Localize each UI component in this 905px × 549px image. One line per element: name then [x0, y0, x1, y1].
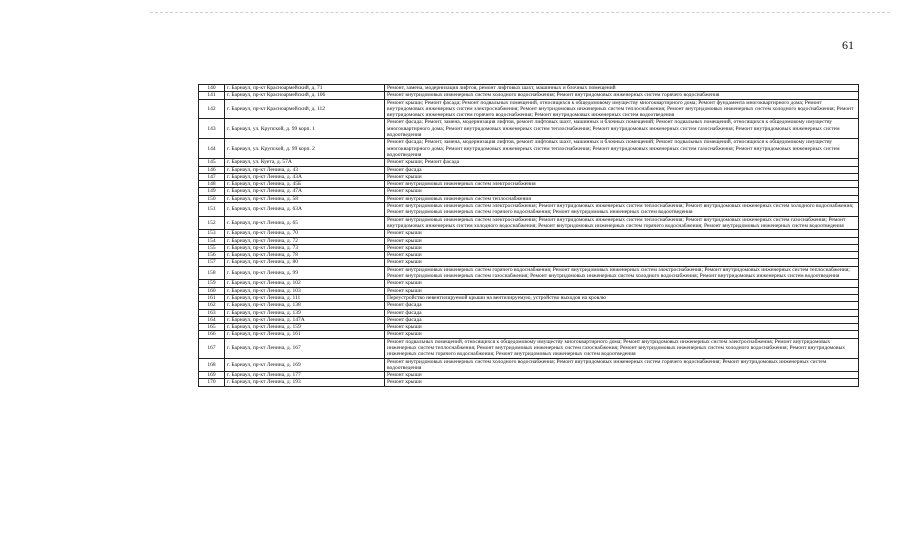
table-row [199, 159, 859, 166]
row-number: 149 [199, 188, 225, 195]
row-address: г. Барнаул, пр-кт Ленина, д. 45Б [225, 181, 385, 188]
row-number: 154 [199, 237, 225, 244]
row-address: г. Барнаул, пр-кт Ленина, д. 161 [225, 331, 385, 338]
row-number: 163 [199, 309, 225, 316]
row-works: Ремонт фасада [385, 309, 859, 316]
row-number: 152 [199, 216, 225, 230]
row-address: г. Барнаул, пр-кт Красноармейский, д. 112 [225, 99, 385, 119]
row-address: г. Барнаул, пр-кт Ленина, д. 65 [225, 216, 385, 230]
row-address: г. Барнаул, пр-кт Красноармейский, д. 106 [225, 92, 385, 99]
row-works: Ремонт фасада [385, 302, 859, 309]
row-works: Ремонт крыши; Ремонт фасада [385, 159, 859, 166]
row-address: г. Барнаул, пр-кт Ленина, д. 78 [225, 252, 385, 259]
row-address: г. Барнаул, ул. Крупской, д. 99 корп. 1 [225, 119, 385, 139]
table-row [199, 309, 859, 316]
row-address: г. Барнаул, пр-кт Ленина, д. 139 [225, 309, 385, 316]
table-row [199, 181, 859, 188]
row-number: 153 [199, 230, 225, 237]
scan-edge-line [150, 12, 890, 13]
row-number: 150 [199, 195, 225, 202]
row-works: Ремонт крыши [385, 331, 859, 338]
row-number: 158 [199, 266, 225, 280]
table-row [199, 294, 859, 301]
row-works: Ремонт внутридомовых инженерных систем электроснабжения; Ремонт внутридомовых инженерных систем теплоснабжения; Ремонт внутридомовых инженерных систем холодного водоснабжения; Ремонт внутридомовых инженерных систем горячего водоснабжения; Ремонт внутридомовых инженерных систем водоотведения [385, 203, 859, 217]
row-number: 167 [199, 338, 225, 358]
row-works: Ремонт крыши [385, 324, 859, 331]
row-address: г. Барнаул, пр-кт Ленина, д. 167 [225, 338, 385, 358]
row-address: г. Барнаул, пр-кт Ленина, д. 63А [225, 203, 385, 217]
row-number: 159 [199, 280, 225, 287]
row-number: 140 [199, 85, 225, 92]
row-works: Переустройство невентилируемой крыши на вентилируемую, устройство выходов на кровлю [385, 294, 859, 301]
row-works: Ремонт фасада [385, 316, 859, 323]
row-works: Ремонт крыши [385, 280, 859, 287]
table-row [199, 259, 859, 266]
row-address: г. Барнаул, пр-кт Ленина, д. 159 [225, 324, 385, 331]
row-number: 160 [199, 287, 225, 294]
row-number: 166 [199, 331, 225, 338]
row-number: 151 [199, 203, 225, 217]
row-works: Ремонт крыши [385, 244, 859, 251]
table-row [199, 195, 859, 202]
table-row [199, 92, 859, 99]
row-works: Ремонт крыши [385, 379, 859, 386]
row-number: 145 [199, 159, 225, 166]
table-row [199, 99, 859, 119]
row-works: Ремонт крыши [385, 287, 859, 294]
row-number: 168 [199, 358, 225, 372]
row-address: г. Барнаул, пр-кт Ленина, д. 177 [225, 372, 385, 379]
row-address: г. Барнаул, ул. Куета, д. 57А [225, 159, 385, 166]
table-body [199, 85, 859, 387]
row-works: Ремонт фасада; Ремонт, замена, модернизация лифтов, ремонт лифтовых шахт, машинных и блочных помещений; Ремонт подвальных помещений, относящихся к общедомовому имуществу многоквартирного дома; Ремонт внутридомовых инженерных систем теплоснабжения; Ремонт внутридомовых инженерных систем газоснабжения; Ремонт внутридомовых инженерных систем водоотведения [385, 139, 859, 159]
row-works: Ремонт внутридомовых инженерных систем холодного водоснабжения; Ремонт внутридомовых инженерных систем горячего водоснабжения; Ремонт внутридомовых инженерных систем водоотведения [385, 358, 859, 372]
row-works: Ремонт крыши [385, 173, 859, 180]
row-number: 170 [199, 379, 225, 386]
table-row [199, 372, 859, 379]
row-address: г. Барнаул, пр-кт Ленина, д. 43 [225, 166, 385, 173]
row-works: Ремонт крыши; Ремонт фасада; Ремонт подвальных помещений, относящихся к общедомовому имуществу многоквартирного дома; Ремонт фундамента многоквартирного дома; Ремонт внутридомовых инженерных систем электроснабжения; Ремонт внутридомовых инженерных систем теплоснабжения; Ремонт внутридомовых инженерных систем холодного водоснабжения; Ремонт внутридомовых инженерных систем горячего водоснабжения; Ремонт внутридомовых инженерных систем водоотведения [385, 99, 859, 119]
row-address: г. Барнаул, пр-кт Ленина, д. 47А [225, 188, 385, 195]
row-number: 147 [199, 173, 225, 180]
repair-works-table [198, 84, 859, 387]
row-address: г. Барнаул, пр-кт Ленина, д. 99 [225, 266, 385, 280]
row-address: г. Барнаул, пр-кт Ленина, д. 43А [225, 173, 385, 180]
table-row [199, 287, 859, 294]
row-works: Ремонт крыши [385, 252, 859, 259]
row-number: 162 [199, 302, 225, 309]
row-works: Ремонт крыши [385, 237, 859, 244]
row-address: г. Барнаул, пр-кт Ленина, д. 70 [225, 230, 385, 237]
table-row [199, 244, 859, 251]
row-address: г. Барнаул, пр-кт Ленина, д. 58 [225, 195, 385, 202]
table-row [199, 280, 859, 287]
table-row [199, 324, 859, 331]
table-row [199, 85, 859, 92]
row-number: 143 [199, 119, 225, 139]
table-row [199, 216, 859, 230]
row-address: г. Барнаул, пр-кт Ленина, д. 147А [225, 316, 385, 323]
table-row [199, 166, 859, 173]
row-address: г. Барнаул, пр-кт Ленина, д. 169 [225, 358, 385, 372]
row-address: г. Барнаул, пр-кт Ленина, д. 193 [225, 379, 385, 386]
row-works: Ремонт крыши [385, 372, 859, 379]
table-row [199, 237, 859, 244]
table-row [199, 252, 859, 259]
row-number: 156 [199, 252, 225, 259]
row-address: г. Барнаул, пр-кт Ленина, д. 73 [225, 244, 385, 251]
row-works: Ремонт внутридомовых инженерных систем электроснабжения; Ремонт внутридомовых инженерных систем теплоснабжения; Ремонт внутридомовых инженерных систем газоснабжения; Ремонт внутридомовых инженерных систем холодного водоснабжения; Ремонт внутридомовых инженерных систем горячего водоснабжения; Ремонт внутридомовых инженерных систем водоотведения [385, 216, 859, 230]
row-address: г. Барнаул, пр-кт Ленина, д. 80 [225, 259, 385, 266]
page-number: 61 [842, 38, 854, 52]
row-works: Ремонт крыши [385, 230, 859, 237]
row-works: Ремонт внутридомовых инженерных систем горячего водоснабжения; Ремонт внутридомовых инженерных систем электроснабжения; Ремонт внутридомовых инженерных систем теплоснабжения; Ремонт внутридомовых инженерных систем газоснабжения; Ремонт внутридомовых инженерных систем холодного водоснабжения; Ремонт внутридомовых инженерных систем водоотведения [385, 266, 859, 280]
row-address: г. Барнаул, пр-кт Ленина, д. 103 [225, 287, 385, 294]
row-works: Ремонт крыши [385, 188, 859, 195]
row-number: 155 [199, 244, 225, 251]
table-row [199, 316, 859, 323]
row-number: 169 [199, 372, 225, 379]
row-number: 146 [199, 166, 225, 173]
table-row [199, 379, 859, 386]
table-row [199, 302, 859, 309]
row-works: Ремонт фасада [385, 166, 859, 173]
table-row [199, 331, 859, 338]
row-number: 164 [199, 316, 225, 323]
row-address: г. Барнаул, пр-кт Ленина, д. 138 [225, 302, 385, 309]
row-address: г. Барнаул, пр-кт Красноармейский, д. 71 [225, 85, 385, 92]
row-works: Ремонт фасада; Ремонт, замена, модернизация лифтов, ремонт лифтовых шахт, машинных и блочных помещений; Ремонт подвальных помещений, относящихся к общедомовому имуществу многоквартирного дома; Ремонт внутридомовых инженерных систем теплоснабжения; Ремонт внутридомовых инженерных систем газоснабжения; Ремонт внутридомовых инженерных систем водоотведения [385, 119, 859, 139]
table-row [199, 119, 859, 139]
table-row [199, 203, 859, 217]
row-works: Ремонт подвальных помещений, относящихся к общедомовому имуществу многоквартирного дома; Ремонт внутридомовых инженерных систем электроснабжения; Ремонт внутридомовых инженерных систем теплоснабжения; Ремонт внутридомовых инженерных систем газоснабжения; Ремонт внутридомовых инженерных систем холодного водоснабжения; Ремонт внутридомовых инженерных систем горячего водоснабжения; Ремонт внутридомовых инженерных систем водоотведения [385, 338, 859, 358]
table-row [199, 338, 859, 358]
table-row [199, 139, 859, 159]
row-address: г. Барнаул, ул. Крупской, д. 99 корп. 2 [225, 139, 385, 159]
table-row [199, 188, 859, 195]
table-row [199, 266, 859, 280]
row-number: 142 [199, 99, 225, 119]
row-works: Ремонт, замена, модернизация лифтов, ремонт лифтовых шахт, машинных и блочных помещений [385, 85, 859, 92]
table-row [199, 358, 859, 372]
row-works: Ремонт внутридомовых инженерных систем электроснабжения [385, 181, 859, 188]
row-works: Ремонт крыши [385, 259, 859, 266]
row-number: 141 [199, 92, 225, 99]
row-number: 144 [199, 139, 225, 159]
row-address: г. Барнаул, пр-кт Ленина, д. 111 [225, 294, 385, 301]
row-number: 161 [199, 294, 225, 301]
table-row [199, 173, 859, 180]
row-address: г. Барнаул, пр-кт Ленина, д. 72 [225, 237, 385, 244]
row-works: Ремонт внутридомовых инженерных систем теплоснабжения [385, 195, 859, 202]
row-address: г. Барнаул, пр-кт Ленина, д. 102 [225, 280, 385, 287]
table-row [199, 230, 859, 237]
row-works: Ремонт внутридомовых инженерных систем холодного водоснабжения; Ремонт внутридомовых инженерных систем горячего водоснабжения [385, 92, 859, 99]
row-number: 148 [199, 181, 225, 188]
row-number: 165 [199, 324, 225, 331]
row-number: 157 [199, 259, 225, 266]
